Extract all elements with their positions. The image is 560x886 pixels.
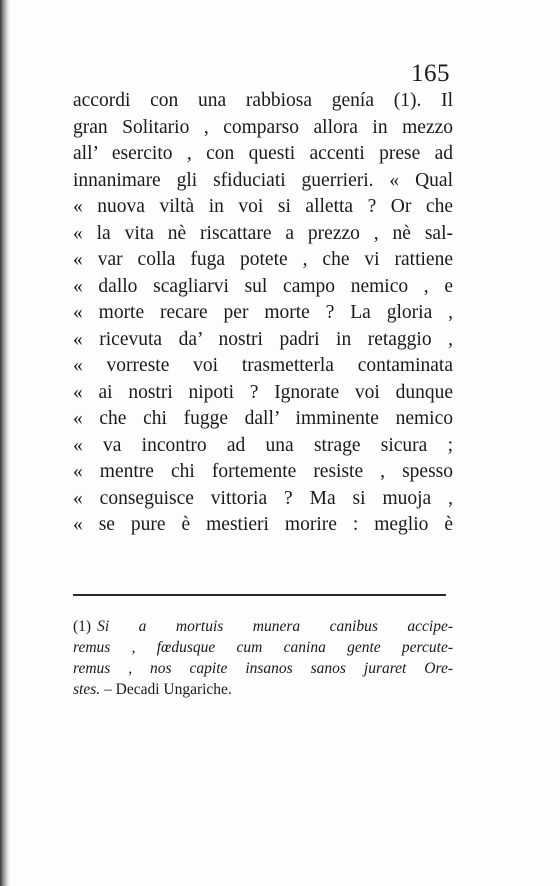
body-line: « conseguisce vittoria ? Ma si muoja , [73,487,453,509]
footnote-line: remus , nos capite insanos sanos juraret Ore- [73,660,453,677]
body-line: « la vita nè riscattare a prezzo , nè sal- [73,222,453,244]
footnote-source: – Decadi Ungariche. [104,681,232,698]
page-number: 165 [411,60,450,87]
body-line: « ai nostri nipoti ? Ignorate voi dunque [73,381,453,403]
footnote [73,616,453,700]
body-line: « ricevuta da’ nostri padri in retaggio , [73,328,453,350]
body-line: « nuova viltà in voi si alletta ? Or che [73,196,453,217]
body-line: « va incontro ad una strage sicura ; [73,434,453,456]
footnote-line [73,679,453,700]
page-binding-edge [0,0,10,886]
footnote-line: remus , fœdusque cum canina gente percute- [73,639,453,656]
footnote-text: Si a mortuis munera canibus accipe- [97,618,453,635]
body-line: gran Solitario , comparso allora in mezzo [73,116,453,138]
body-text [73,88,453,539]
body-line: « dallo scagliarvi sul campo nemico , e [73,275,453,297]
body-line: all’ esercito , con questi accenti prese ad [73,143,453,164]
footnote-line [73,616,453,637]
body-line: « che chi fugge dall’ imminente nemico [73,408,453,429]
footnote-divider [73,594,446,596]
footnote-text: stes. [73,681,101,698]
body-line: innanimare gli sfiduciati guerrieri. « Qual [73,169,453,191]
footnote-marker: (1) [73,618,92,635]
body-line: « var colla fuga potete , che vi rattiene [73,249,453,270]
body-line: « se pure è mestieri morire : meglio è [73,514,453,535]
body-line: « morte recare per morte ? La gloria , [73,302,453,323]
body-line: « vorreste voi trasmetterla contaminata [73,355,453,376]
body-line: « mentre chi fortemente resiste , spesso [73,461,453,482]
body-line: accordi con una rabbiosa genía (1). Il [73,90,453,111]
